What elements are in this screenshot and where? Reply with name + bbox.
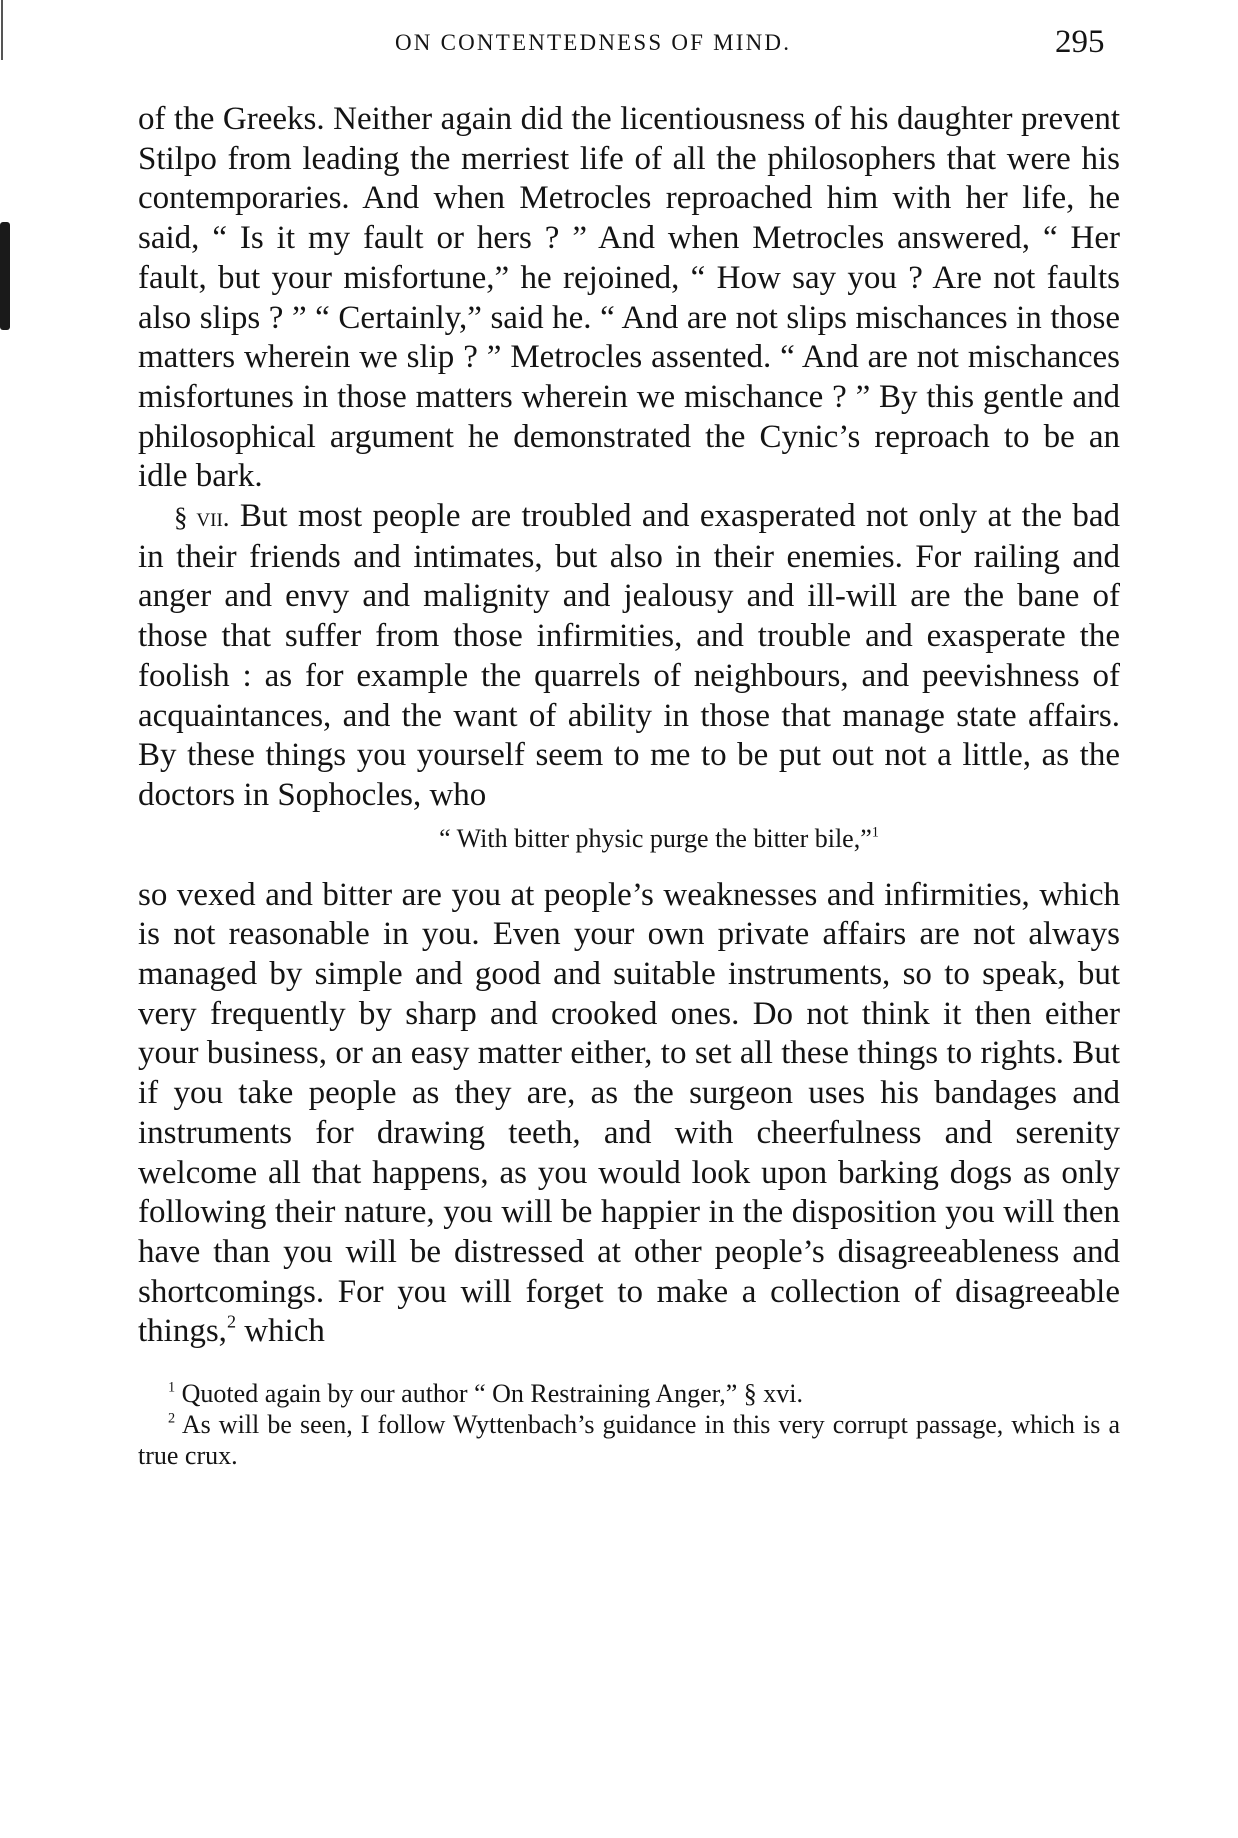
binding-edge-mark: [1, 0, 3, 60]
footnote-mark: 1: [168, 1379, 176, 1396]
paragraph-3-text: so vexed and bitter are you at people’s weaknesses and infirmities, which is not reasonable in you. Even your own private affairs are not always managed by simple and good and suitable instruments, so to speak, but very frequently by sharp and crooked ones. Do not think it then either your business, or an easy matter either, to set all these things to rights. But if you take people as they are, as the surgeon uses his bandages and instruments for drawing teeth, and with cheerfulness and serenity welcome all that happens, as you would look upon barking dogs as only following their nature, you will be happier in the disposition you will then have than you will be distressed at other people’s disagreeableness and shortcomings. For you will forget to make a collection of disagreeable things,: [138, 876, 1120, 1350]
body-text: [138, 100, 1120, 1471]
footnote-ref-1: 1: [871, 823, 879, 840]
paragraph-3-end: which: [236, 1313, 325, 1350]
footnotes: [138, 1378, 1120, 1471]
running-title: ON CONTENTEDNESS OF MIND.: [395, 30, 792, 55]
verse-quotation: [138, 824, 1120, 854]
paragraph-2-text: But most people are troubled and exasperated not only at the bad in their friends and intimates, but also in their enemies. For railing and anger and envy and malignity and jealousy and ill-will are the bane of those that suffer from those infirmities, and trouble and exasperate the foolish : as for example the quarrels of neighbours, and peevishness of acquaintances, and the want of ability in those that manage state affairs. By these things you yourself seem to me to be put out not a little, as the doctors in Sophocles, who: [138, 498, 1121, 813]
footnote-mark: 2: [168, 1410, 176, 1427]
footnote-ref-2: 2: [226, 1311, 237, 1332]
page-number: 295: [1055, 24, 1105, 60]
footnote-text: As will be seen, I follow Wyttenbach’s guidance in this very corrupt passage, which is a true crux.: [138, 1410, 1120, 1471]
paragraph-3: [138, 876, 1120, 1352]
paragraph-2: [138, 497, 1120, 816]
footnote-1: [138, 1378, 1120, 1409]
footnote-text: Quoted again by our author “ On Restraining Anger,” § xvi.: [175, 1379, 804, 1409]
footnote-2: [138, 1409, 1120, 1471]
binding-shadow-mark: [0, 222, 10, 330]
section-marker: § vii.: [174, 502, 230, 533]
paragraph-1: of the Greeks. Neither again did the licentiousness of his daughter prevent Stilpo from leading the merriest life of all the philosophers that were his contemporaries. And when Metrocles reproached him with her life, he said, “ Is it my fault or hers ? ” And when Metrocles answered, “ Her fault, but your misfortune,” he rejoined, “ How say you ? Are not faults also slips ? ” “ Certainly,” said he. “ And are not slips mischances in those matters wherein we slip ? ” Metrocles assented. “ And are not mischances misfortunes in those matters wherein we mischance ? ” By this gentle and philosophical argument he demonstrated the Cynic’s reproach to be an idle bark.: [138, 101, 1120, 495]
quotation-text: “ With bitter physic purge the bitter bile,”: [439, 823, 872, 853]
